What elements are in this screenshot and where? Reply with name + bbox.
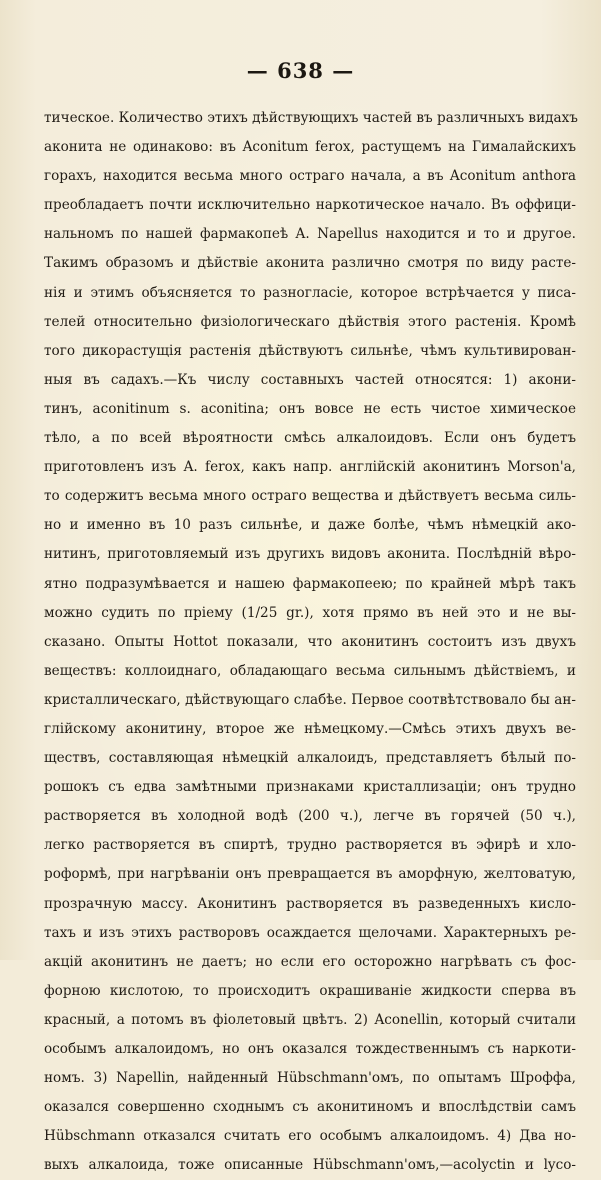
text-line: аконита не одинаково: въ Aconitum ferox, растущемъ на Гималайскихъ [44,139,576,156]
page-number: — 638 — [246,58,355,83]
text-line: роформѣ, при нагрѣваніи онъ превращается въ аморфную, желтоватую, [44,866,576,883]
text-line: рошокъ съ едва замѣтными признаками кристаллизаціи; онъ трудно [44,779,576,796]
text-line: тѣло, а по всей вѣроятности смѣсь алкалоидовъ. Если онъ будетъ [44,430,576,447]
text-line: особымъ алкалоидомъ, но онъ оказался тождественнымъ съ наркоти- [44,1041,576,1057]
text-line: тическое. Количество этихъ дѣйствующихъ частей въ различныхъ видахъ [44,110,578,126]
text-line: нитинъ, приготовляемый изъ другихъ видовъ аконита. Послѣдній вѣро- [44,546,576,563]
text-line: нія и этимъ объясняется то разногласіе, которое встрѣчается у писа- [44,284,576,301]
text-line: Hübschmann отказался считать его особымъ алкалоидомъ. 4) Два но- [44,1128,576,1145]
text-line: но и именно въ 10 разъ сильнѣе, и даже болѣе, чѣмъ нѣмецкій ако- [44,517,576,534]
text-line: телей относительно физіологическаго дѣйствія этого растенія. Кромѣ [44,313,576,330]
text-line: номъ. 3) Napellin, найденный Hübschmann'омъ, по опытамъ Шроффа, [44,1070,576,1087]
text-line: форною кислотою, то происходитъ окрашиваніе жидкости сперва въ [44,982,576,999]
text-line: ныя въ садахъ.—Къ числу составныхъ частей относятся: 1) акони- [44,371,576,388]
body-text [44,104,576,1180]
text-line: ществъ, составляющая нѣмецкій алкалоидъ, представляетъ бѣлый по- [44,750,576,767]
text-line: того дикорастущія растенія дѣйствуютъ сильнѣе, чѣмъ культивирован- [44,342,576,359]
text-line: прозрачную массу. Аконитинъ растворяется въ разведенныхъ кисло- [44,895,576,912]
text-line: Такимъ образомъ и дѣйствіе аконита различно смотря по виду расте- [44,255,576,272]
text-line: горахъ, находится весьма много остраго начала, а въ Aconitum anthora [44,168,576,185]
text-line: нальномъ по нашей фармакопеѣ A. Napellus находится и то и другое. [44,226,576,243]
text-line: то содержитъ весьма много остраго вещества и дѣйствуетъ весьма силь- [44,488,576,505]
text-line: преобладаетъ почти исключительно наркотическое начало. Въ оффици- [44,197,576,214]
text-line: тахъ и изъ этихъ растворовъ осаждается щелочами. Характерныхъ ре- [44,924,576,941]
text-line: тинъ, aconitinum s. aconitina; онъ вовсе не есть чистое химическое [44,400,576,417]
text-line: оказался совершенно сходнымъ съ аконитиномъ и впослѣдствіи самъ [44,1099,576,1116]
text-line: выхъ алкалоида, тоже описанные Hübschmann'омъ,—acolyctin и lyco- [44,1157,576,1174]
text-line: сказано. Опыты Hottot показали, что аконитинъ состоитъ изъ двухъ [44,633,576,650]
text-line: глійскому аконитину, второе же нѣмецкому.—Смѣсь этихъ двухъ ве- [44,720,576,737]
text-line: можно судить по пріему (1/25 gr.), хотя прямо въ ней это и не вы- [44,604,576,621]
text-line: красный, а потомъ въ фіолетовый цвѣтъ. 2) Aconellin, который считали [44,1011,576,1028]
text-line: кристаллическаго, дѣйствующаго слабѣе. Первое соотвѣтствовало бы ан- [44,691,576,708]
text-line: акцій аконитинъ не даетъ; но если его осторожно нагрѣвать съ фос- [44,953,576,970]
text-line: веществъ: коллоиднаго, обладающаго весьма сильнымъ дѣйствіемъ, и [44,662,576,679]
text-line: легко растворяется въ спиртѣ, трудно растворяется въ эфирѣ и хло- [44,837,576,854]
text-line: растворяется въ холодной водѣ (200 ч.), легче въ горячей (50 ч.), [44,808,576,825]
text-line: приготовленъ изъ A. ferox, какъ напр. англійскій аконитинъ Morson'a, [44,459,576,476]
text-line: ятно подразумѣвается и нашею фармакопеею; по крайней мѣрѣ такъ [44,575,576,592]
